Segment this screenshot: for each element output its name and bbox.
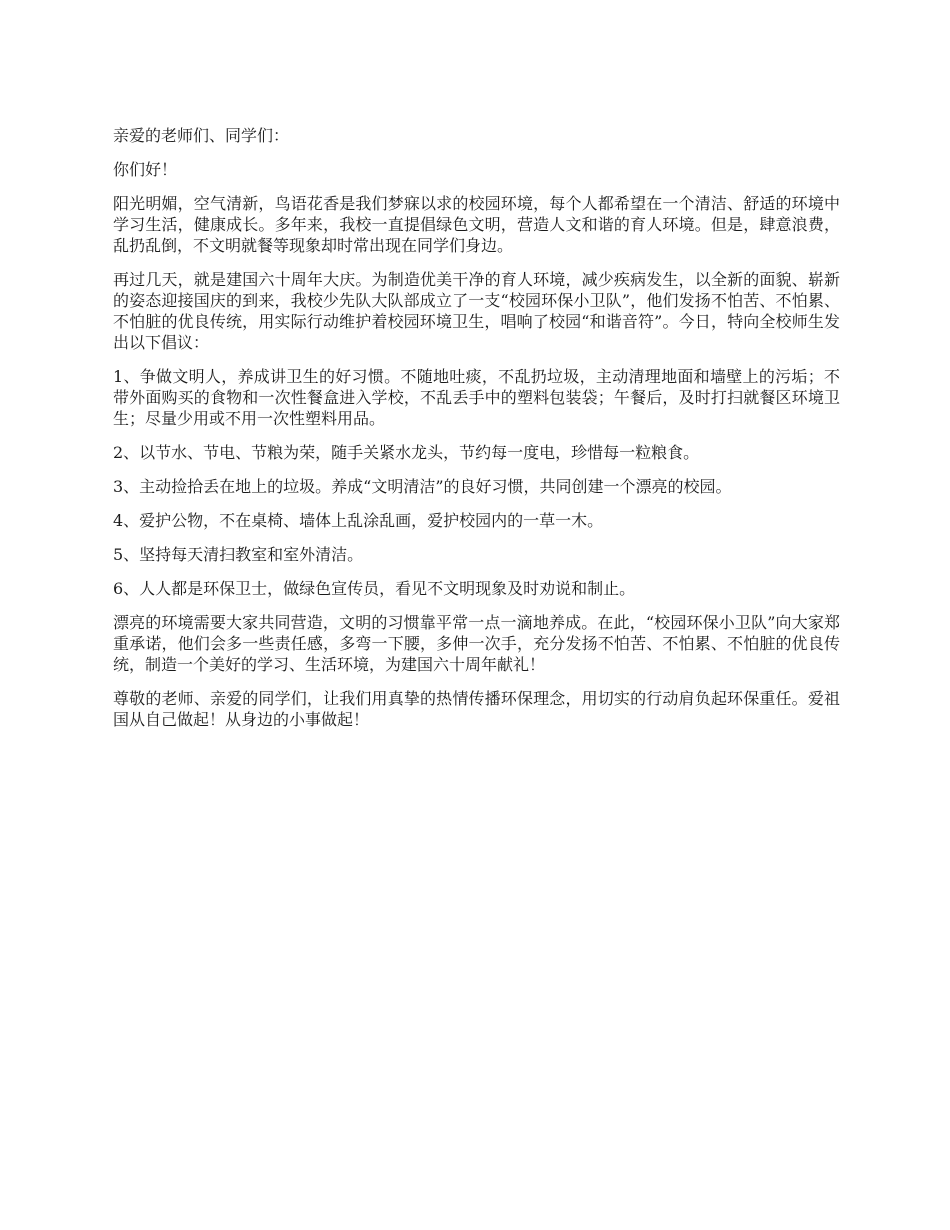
list-item: 4、爱护公物，不在桌椅、墙体上乱涂乱画，爱护校园内的一草一木。 bbox=[113, 511, 604, 530]
list-item: 3、主动捡拾丢在地上的垃圾。养成“文明清洁”的良好习惯，共同创建一个漂亮的校园。 bbox=[113, 477, 732, 496]
salutation: 亲爱的老师们、同学们： bbox=[113, 126, 290, 145]
body-paragraph: 再过几天，就是建国六十周年大庆。为制造优美干净的育人环境，减少疾病发生，以全新的面貌、崭新的姿态迎接国庆的到来，我校少先队大队部成立了一支“校园环保小卫队”，他们发扬不怕苦、不怕累、不怕脏的优良传统，用实际行动维护着校园环境卫生，唱响了校园“和谐音符”。今日，特向全校师生发出以下倡议： bbox=[113, 270, 840, 352]
list-item: 1、争做文明人，养成讲卫生的好习惯。不随地吐痰，不乱扔垃圾，主动清理地面和墙壁上的污垢；不带外面购买的食物和一次性餐盒进入学校，不乱丢手中的塑料包装袋；午餐后，及时打扫就餐区环境卫生；尽量少用或不用一次性塑料用品。 bbox=[113, 367, 840, 428]
body-paragraph: 阳光明媚，空气清新，鸟语花香是我们梦寐以求的校园环境，每个人都希望在一个清洁、舒适的环境中学习生活，健康成长。多年来，我校一直提倡绿色文明，营造人文和谐的育人环境。但是，肆意浪费，乱扔乱倒，不文明就餐等现象却时常出现在同学们身边。 bbox=[113, 194, 840, 255]
list-item: 5、坚持每天清扫教室和室外清洁。 bbox=[113, 545, 364, 564]
list-item: 6、人人都是环保卫士，做绿色宣传员，看见不文明现象及时劝说和制止。 bbox=[113, 579, 636, 598]
list-item: 2、以节水、节电、节粮为荣，随手关紧水龙头，节约每一度电，珍惜每一粒粮食。 bbox=[113, 443, 700, 462]
greeting: 你们好！ bbox=[113, 160, 178, 179]
document-body bbox=[113, 125, 840, 743]
closing-paragraph: 漂亮的环境需要大家共同营造，文明的习惯靠平常一点一滴地养成。在此，“校园环保小卫队”向大家郑重承诺，他们会多一些责任感，多弯一下腰，多伸一次手，充分发扬不怕苦、不怕累、不怕脏的优良传统，制造一个美好的学习、生活环境，为建国六十周年献礼！ bbox=[113, 613, 840, 674]
closing-paragraph: 尊敬的老师、亲爱的同学们，让我们用真挚的热情传播环保理念，用切实的行动肩负起环保重任。爱祖国从自己做起！从身边的小事做起！ bbox=[113, 689, 840, 729]
